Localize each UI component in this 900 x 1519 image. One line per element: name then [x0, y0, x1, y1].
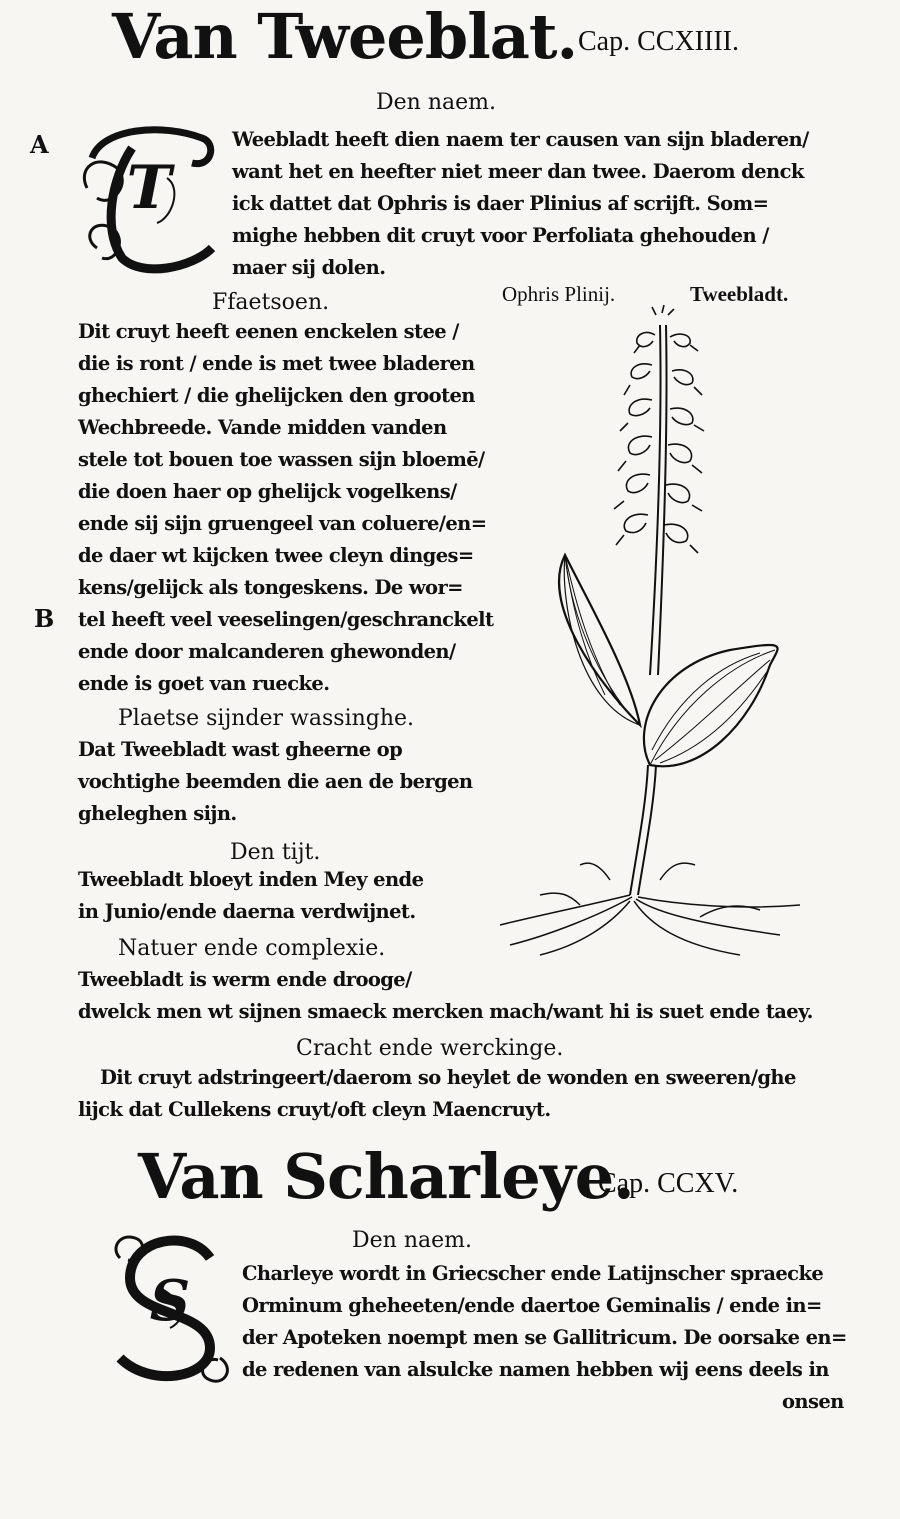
chapter-title-2: Van Scharleye.: [138, 1140, 634, 1213]
drop-cap-s: S: [100, 1228, 240, 1388]
text-line: stele tot bouen toe wassen sijn bloemē/: [78, 448, 485, 471]
chapter-title: Van Tweeblat.: [112, 0, 578, 73]
section-heading-cracht: Cracht ende werckinge.: [296, 1036, 564, 1061]
section-heading-plaetse: Plaetse sijnder wassinghe.: [118, 706, 415, 731]
section-heading-naem: Den naem.: [376, 90, 496, 115]
margin-letter-a: A: [30, 130, 49, 159]
text-line: Tweebladt bloeyt inden Mey ende: [78, 868, 424, 891]
text-line: in Junio/ende daerna verdwijnet.: [78, 900, 416, 923]
section-heading-tijt: Den tijt.: [230, 840, 321, 865]
text-line: Weebladt heeft dien naem ter causen van sijn bladeren/: [232, 128, 809, 151]
text-line: de daer wt kijcken twee cleyn dinges=: [78, 544, 474, 567]
text-line: vochtighe beemden die aen de bergen: [78, 770, 473, 793]
text-line: Dit cruyt heeft eenen enckelen stee /: [78, 320, 459, 343]
text-line: tel heeft veel veeselingen/geschranckelt: [78, 608, 494, 631]
text-line: der Apoteken noempt men se Gallitricum. De oorsake en=: [242, 1326, 847, 1349]
text-line: gheleghen sijn.: [78, 802, 237, 825]
text-line: ende sij sijn gruengeel van coluere/en=: [78, 512, 487, 535]
text-line: kens/gelijck als tongeskens. De wor=: [78, 576, 463, 599]
text-line: de redenen van alsulcke namen hebben wij eens deels in: [242, 1358, 829, 1381]
text-line: die is ront / ende is met twee bladeren: [78, 352, 475, 375]
text-line: Charleye wordt in Griecscher ende Latijnscher spraecke: [242, 1262, 824, 1285]
text-line: die doen haer op ghelijck vogelkens/: [78, 480, 457, 503]
section-heading-naem-2: Den naem.: [352, 1228, 472, 1253]
text-line: Dit cruyt adstringeert/daerom so heylet de wonden en sweeren/ghe: [100, 1066, 796, 1089]
chapter-number-2: Cap. CCXV.: [598, 1168, 739, 1199]
chapter-number: Cap. CCXIIII.: [578, 26, 739, 57]
section-heading-faetsoen: Ffaetsoen.: [212, 290, 330, 315]
section-heading-natuer: Natuer ende complexie.: [118, 936, 386, 961]
plant-illustration: [480, 305, 820, 965]
text-line: Tweebladt is werm ende drooge/: [78, 968, 412, 991]
figure-label-latin: Ophris Plinij.: [502, 282, 616, 306]
text-line: lijck dat Cullekens cruyt/oft cleyn Maencruyt.: [78, 1098, 551, 1121]
text-line: ende is goet van ruecke.: [78, 672, 330, 695]
margin-letter-b: B: [34, 604, 55, 633]
text-line: maer sij dolen.: [232, 256, 386, 279]
figure-label-dutch: Tweebladt.: [690, 282, 789, 306]
text-line: Orminum gheheeten/ende daertoe Geminalis / ende in=: [242, 1294, 822, 1317]
text-line: mighe hebben dit cruyt voor Perfoliata ghehouden /: [232, 224, 769, 247]
text-line: ghechiert / die ghelijcken den grooten: [78, 384, 475, 407]
text-line: ick dattet dat Ophris is daer Plinius af scrijft. Som=: [232, 192, 769, 215]
text-line: ende door malcanderen ghewonden/: [78, 640, 456, 663]
text-line: Dat Tweebladt wast gheerne op: [78, 738, 403, 761]
twayblade-plant-icon: [480, 305, 820, 965]
drop-cap-t: T: [72, 118, 222, 278]
text-line: dwelck men wt sijnen smaeck mercken mach/want hi is suet ende taey.: [78, 1000, 813, 1023]
catchword: onsen: [782, 1390, 844, 1413]
text-line: Wechbreede. Vande midden vanden: [78, 416, 447, 439]
text-line: want het en heefter niet meer dan twee. Daerom denck: [232, 160, 804, 183]
